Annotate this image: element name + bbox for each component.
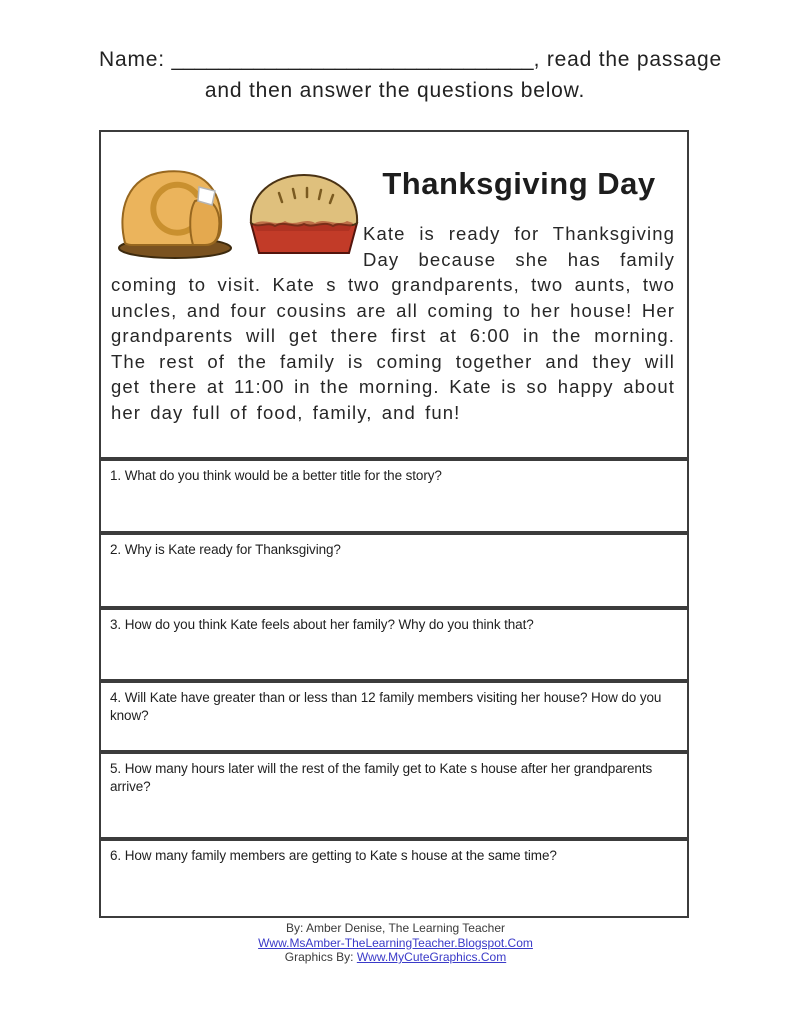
clipart-group (111, 162, 363, 266)
question-row-2 (101, 531, 687, 606)
graphics-credit-label: Graphics By: (284, 950, 357, 964)
question-row-5 (101, 750, 687, 837)
footer-credits (0, 921, 791, 965)
name-line-suffix: , read the passage (533, 48, 722, 71)
reading-passage: Kate is ready for Thanksgiving Day because she has family coming to visit. Kate s two grandparents, two aunts, two uncles, and four cousins are all coming to her house! Her grandparents will get there first at 6:00 in the morning. The rest of the family is coming together and they will get there at 11:00 in the morning. Kate is so happy about her day full of food, family, and fun! (111, 223, 675, 423)
roast-turkey-image (111, 161, 239, 266)
question-2-text: 2. Why is Kate ready for Thanksgiving? (110, 542, 341, 557)
worksheet-title: Thanksgiving Day (382, 166, 656, 201)
instructions-line: and then answer the questions below. (204, 79, 586, 102)
name-label: Name: (99, 48, 165, 71)
question-4-text: 4. Will Kate have greater than or less than 12 family members visiting her house? How do you know? (110, 690, 662, 723)
question-row-3 (101, 606, 687, 679)
question-row-1 (101, 457, 687, 531)
graphics-link[interactable]: Www.MyCuteGraphics.Com (356, 950, 507, 964)
question-1-text: 1. What do you think would be a better title for the story? (110, 468, 442, 483)
pumpkin-pie-image (245, 165, 363, 266)
question-6-text: 6. How many family members are getting to Kate s house at the same time? (110, 848, 557, 863)
question-row-6 (101, 837, 687, 865)
worksheet-header (99, 48, 722, 103)
name-line (99, 48, 722, 72)
passage-section (101, 132, 687, 457)
question-3-text: 3. How do you think Kate feels about her family? Why do you think that? (110, 617, 534, 632)
question-5-text: 5. How many hours later will the rest of the family get to Kate s house after her grandparents arrive? (110, 761, 653, 794)
author-byline: By: Amber Denise, The Learning Teacher (285, 921, 506, 935)
name-blank-line: _______________________________ (171, 48, 534, 71)
question-row-4 (101, 679, 687, 750)
blog-link[interactable]: Www.MsAmber-TheLearningTeacher.Blogspot.Com (258, 935, 533, 950)
worksheet-box (99, 130, 689, 918)
